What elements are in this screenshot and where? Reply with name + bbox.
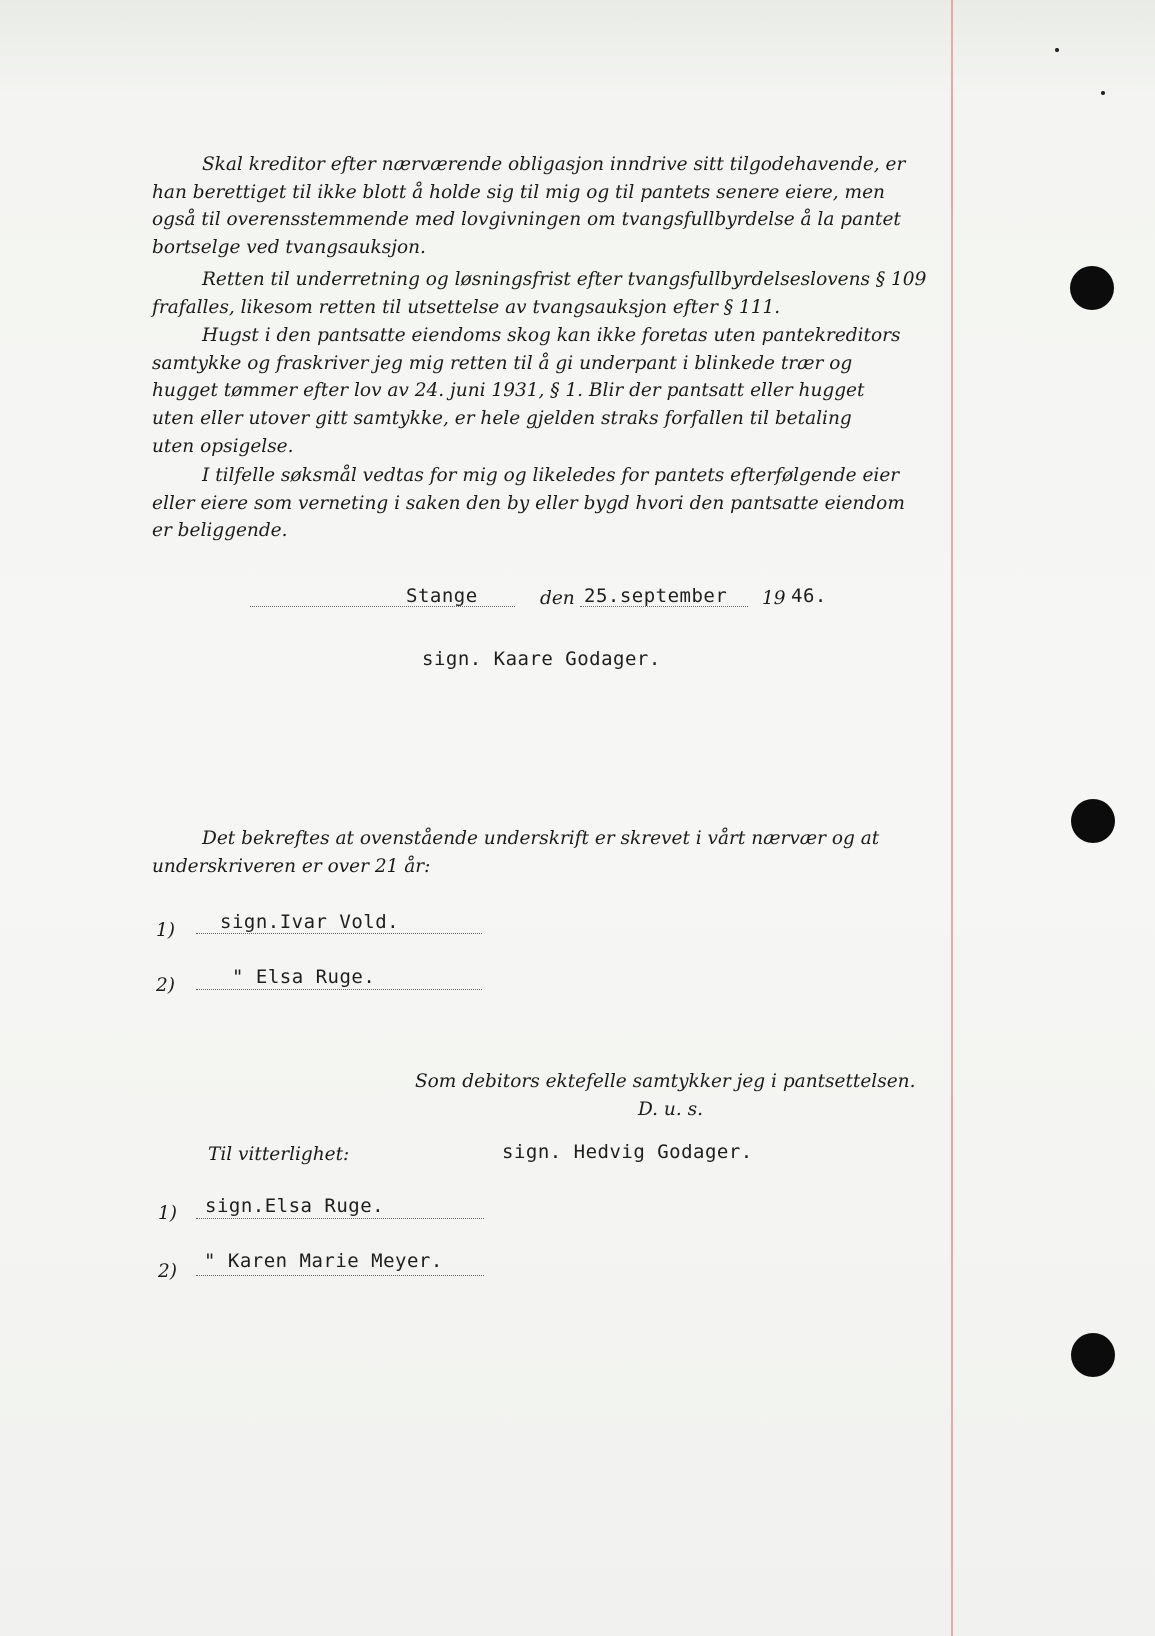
punch-hole-middle — [1071, 799, 1115, 843]
den-label: den — [540, 588, 575, 609]
witness-number: 2) — [158, 1261, 177, 1282]
text-line: I tilfelle søksmål vedtas for mig og likeledes for pantets efterfølgende eier — [202, 465, 900, 486]
text-line: også til overensstemmende med lovgivningen om tvangsfullbyrdelse å la pantet — [152, 209, 901, 231]
text-line: uten opsigelse. — [152, 435, 294, 457]
witness-statement — [152, 825, 928, 880]
witness-number: 1) — [156, 920, 175, 941]
text-line: Retten til underretning og løsningsfrist efter tvangsfullbyrdelseslovens § 109 — [202, 269, 927, 290]
ink-speck — [1055, 48, 1059, 52]
text-line: er beliggende. — [152, 520, 288, 542]
year-prefix: 19 — [762, 588, 786, 609]
text-line: Skal kreditor efter nærværende obligasjon inndrive sitt tilgodehavende, er — [202, 154, 906, 175]
text-line: frafalles, likesom retten til utsettelse av tvangsauksjon efter § 111. — [152, 296, 781, 318]
debtor-signature: sign. Kaare Godager. — [422, 648, 661, 670]
paragraph-notification — [152, 266, 928, 321]
witness-number: 2) — [156, 975, 175, 996]
text-line: samtykke og fraskriver jeg mig retten til å gi underpant i blinkede trær og — [152, 352, 853, 374]
text-line: underskriveren er over 21 år: — [152, 855, 431, 877]
dotted-line — [196, 1218, 484, 1219]
text-line: Det bekreftes at ovenstående underskrift er skrevet i vårt nærvær og at — [202, 828, 880, 849]
witness-signature: " Karen Marie Meyer. — [204, 1250, 443, 1272]
dotted-line — [196, 933, 482, 934]
place-name: Stange — [406, 585, 478, 607]
paragraph-venue — [152, 462, 928, 545]
dotted-line — [196, 1275, 484, 1276]
red-margin-line — [951, 0, 953, 1636]
witness-signature: " Elsa Ruge. — [232, 966, 376, 988]
spouse-signature: sign. Hedvig Godager. — [502, 1141, 753, 1163]
text-line: uten eller utover gitt samtykke, er hele gjelden straks forfallen til betaling — [152, 408, 852, 430]
dotted-line — [196, 989, 482, 990]
punch-hole-bottom — [1071, 1333, 1115, 1377]
text-line: Hugst i den pantsatte eiendoms skog kan ikke foretas uten pantekreditors — [202, 325, 901, 346]
date: 25.september — [584, 585, 728, 607]
witness-number: 1) — [158, 1203, 177, 1224]
witness-signature: sign.Elsa Ruge. — [205, 1195, 385, 1217]
witness-label: Til vitterlighet: — [208, 1144, 350, 1165]
text-line: han berettiget til ikke blott å holde sig til mig og til pantets senere eiere, men — [152, 181, 885, 203]
spouse-consent-statement: Som debitors ektefelle samtykker jeg i pantsettelsen. — [415, 1071, 916, 1092]
ink-speck — [1101, 91, 1105, 95]
witness-signature: sign.Ivar Vold. — [220, 911, 400, 933]
year-suffix: 46. — [791, 585, 827, 607]
text-line: hugget tømmer efter lov av 24. juni 1931, § 1. Blir der pantsatt eller hugget — [152, 380, 865, 402]
punch-hole-top — [1070, 266, 1114, 310]
text-line: bortselge ved tvangsauksjon. — [152, 237, 426, 259]
paragraph-logging — [152, 322, 928, 461]
text-line: eller eiere som verneting i saken den by eller bygd hvori den pantsatte eiendom — [152, 492, 905, 514]
paragraph-enforcement — [152, 151, 928, 262]
dus-abbreviation: D. u. s. — [638, 1099, 703, 1120]
